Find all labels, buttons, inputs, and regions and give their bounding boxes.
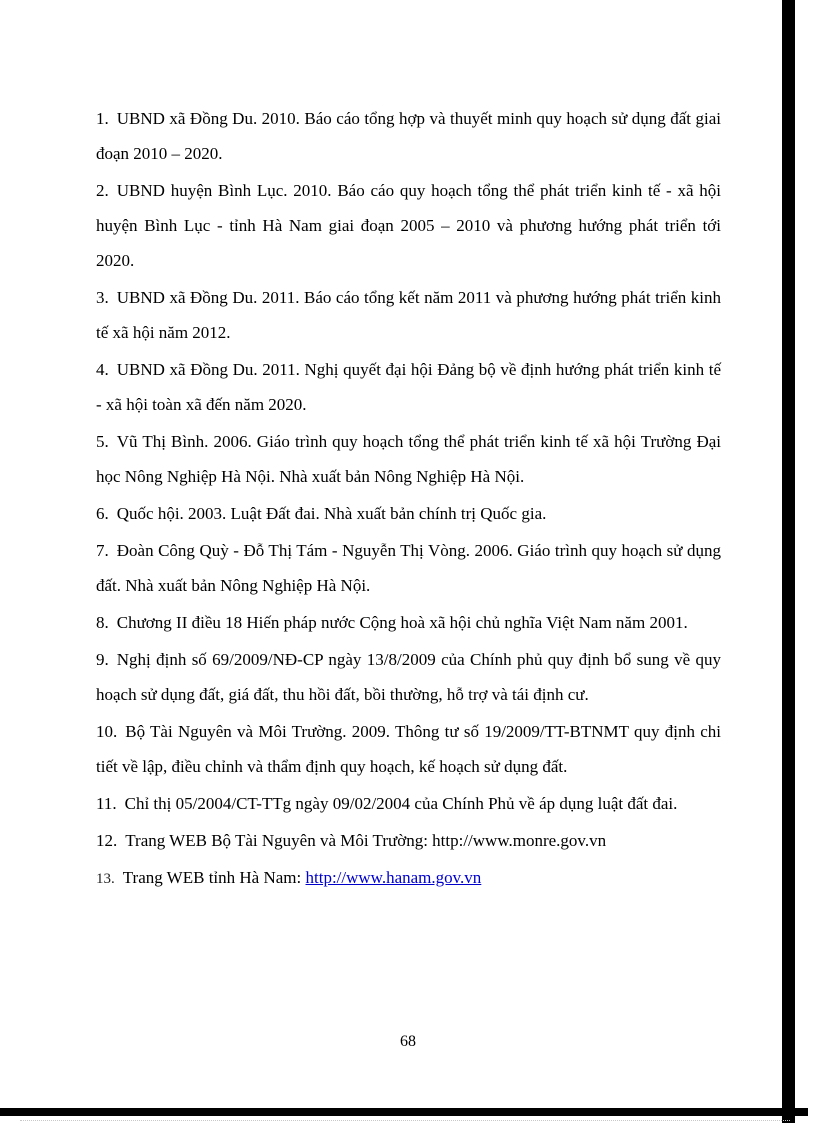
- reference-number: 13.: [96, 871, 115, 887]
- reference-text: Vũ Thị Bình. 2006. Giáo trình quy hoạch tổng thể phát triển kinh tế xã hội Trường Đại học Nông Nghiệp Hà Nội. Nhà xuất bản Nông Nghiệp Hà Nội.: [96, 432, 721, 486]
- reference-number: 2.: [96, 181, 109, 200]
- reference-text: Bộ Tài Nguyên và Môi Trường. 2009. Thông tư số 19/2009/TT-BTNMT quy định chi tiết về lập, điều chỉnh và thẩm định quy hoạch, kế hoạch sử dụng đất.: [96, 722, 721, 776]
- reference-item: [96, 714, 721, 784]
- reference-item: [96, 860, 721, 897]
- reference-text: Chương II điều 18 Hiến pháp nước Cộng hoà xã hội chủ nghĩa Việt Nam năm 2001.: [116, 613, 688, 632]
- reference-item: [96, 352, 721, 422]
- reference-number: 7.: [96, 541, 109, 560]
- reference-item: [96, 605, 721, 640]
- reference-item: [96, 101, 721, 171]
- reference-text: Trang WEB Bộ Tài Nguyên và Môi Trường: http://www.monre.gov.vn: [125, 831, 607, 850]
- page-border-bottom: [0, 1108, 808, 1116]
- reference-item: [96, 823, 721, 858]
- reference-item: [96, 642, 721, 712]
- reference-number: 6.: [96, 504, 109, 523]
- reference-number: 5.: [96, 432, 109, 451]
- reference-number: 4.: [96, 360, 109, 379]
- reference-number: 12.: [96, 831, 118, 850]
- reference-item: [96, 786, 721, 821]
- reference-item: [96, 496, 721, 531]
- reference-number: 1.: [96, 109, 109, 128]
- reference-text: UBND huyện Bình Lục. 2010. Báo cáo quy hoạch tổng thể phát triển kinh tế - xã hội huyện Bình Lục - tỉnh Hà Nam giai đoạn 2005 – 2010 và phương hướng phát triển tới 2020.: [96, 181, 721, 270]
- reference-number: 8.: [96, 613, 109, 632]
- reference-text: UBND xã Đồng Du. 2011. Báo cáo tổng kết năm 2011 và phương hướng phát triển kinh tế xã hội năm 2012.: [96, 288, 721, 342]
- reference-number: 10.: [96, 722, 118, 741]
- reference-number: 11.: [96, 794, 117, 813]
- reference-number: 9.: [96, 650, 109, 669]
- reference-text: UBND xã Đồng Du. 2010. Báo cáo tổng hợp và thuyết minh quy hoạch sử dụng đất giai đoạn 2010 – 2020.: [96, 109, 721, 163]
- reference-text: Nghị định số 69/2009/NĐ-CP ngày 13/8/2009 của Chính phủ quy định bổ sung về quy hoạch sử dụng đất, giá đất, thu hồi đất, bồi thường, hỗ trợ và tái định cư.: [96, 650, 721, 704]
- hanam-website-link[interactable]: http://www.hanam.gov.vn: [305, 868, 482, 887]
- reference-item: [96, 280, 721, 350]
- reference-item: [96, 424, 721, 494]
- reference-list: [96, 101, 721, 899]
- reference-text: Quốc hội. 2003. Luật Đất đai. Nhà xuất bản chính trị Quốc gia.: [116, 504, 547, 523]
- page-separator: [20, 1120, 790, 1121]
- reference-number: 3.: [96, 288, 109, 307]
- reference-text: UBND xã Đồng Du. 2011. Nghị quyết đại hội Đảng bộ về định hướng phát triển kinh tế - xã hội toàn xã đến năm 2020.: [96, 360, 721, 414]
- reference-text: Chỉ thị 05/2004/CT-TTg ngày 09/02/2004 của Chính Phủ về áp dụng luật đất đai.: [124, 794, 678, 813]
- reference-text: Trang WEB tỉnh Hà Nam:: [122, 868, 302, 887]
- reference-text: Đoàn Công Quỳ - Đỗ Thị Tám - Nguyễn Thị Vòng. 2006. Giáo trình quy hoạch sử dụng đất. Nhà xuất bản Nông Nghiệp Hà Nội.: [96, 541, 721, 595]
- page-number: 68: [400, 1033, 416, 1050]
- reference-item: [96, 173, 721, 278]
- reference-item: [96, 533, 721, 603]
